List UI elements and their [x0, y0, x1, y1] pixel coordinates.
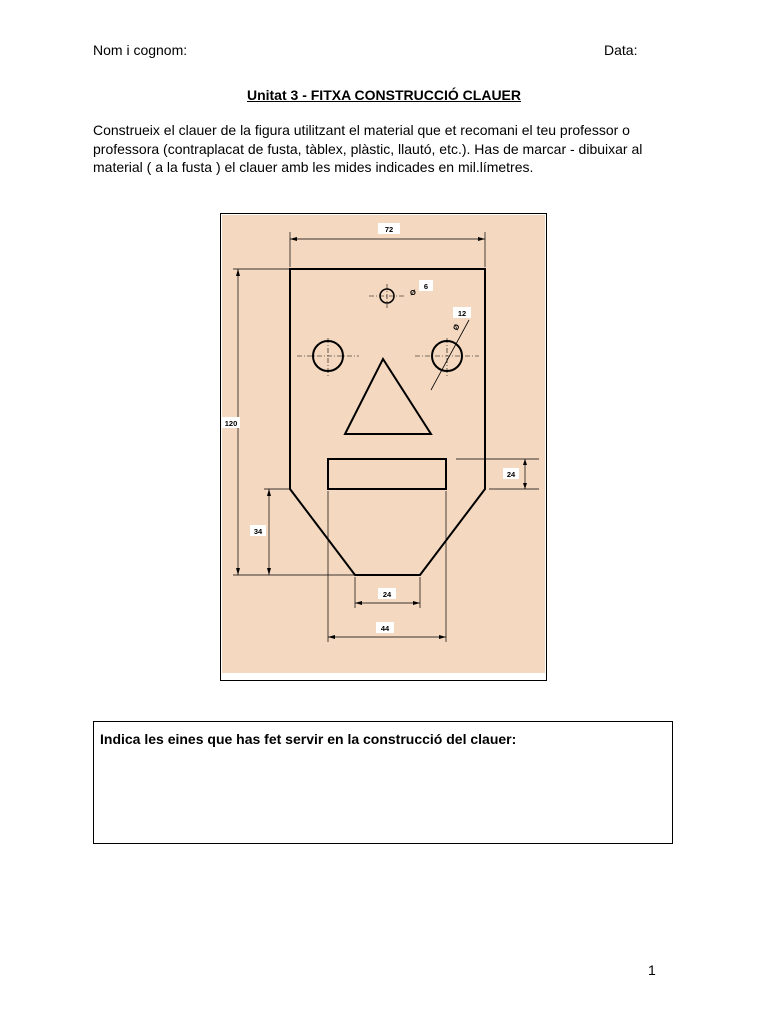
dim-rectangle-width: 44	[380, 624, 390, 633]
page-title: Unitat 3 - FITXA CONSTRUCCIÓ CLAUER	[246, 87, 522, 103]
diameter-symbol-hole: Ø	[410, 288, 416, 297]
keychain-drawing	[220, 213, 547, 681]
tools-question: Indica les eines que has fet servir en la construcció del clauer:	[100, 731, 517, 747]
dim-total-width: 72	[384, 225, 394, 234]
diameter-symbol-eye: Ø	[450, 322, 462, 332]
page-number: 1	[648, 962, 656, 978]
date-label: Data:	[604, 42, 638, 58]
dim-hole-diameter: 6	[423, 282, 429, 291]
dim-rectangle-height: 24	[506, 470, 516, 479]
dim-eye-diameter: 12	[457, 309, 467, 318]
dim-total-height: 120	[224, 419, 238, 428]
drawing-background	[222, 215, 545, 673]
instructions-paragraph: Construeix el clauer de la figura utilitzant el material que et recomani el teu professor o professora (contraplacat de fusta, tàblex, plàstic, llautó, etc.). Has de marcar - dibuixar al material ( a la fusta ) el clauer amb les mides indicades en mil.límetres.	[93, 122, 643, 175]
name-label: Nom i cognom:	[93, 42, 188, 58]
dim-lower-height: 34	[253, 527, 263, 536]
dim-bottom-width: 24	[382, 590, 392, 599]
tools-answer-box[interactable]	[93, 721, 673, 844]
